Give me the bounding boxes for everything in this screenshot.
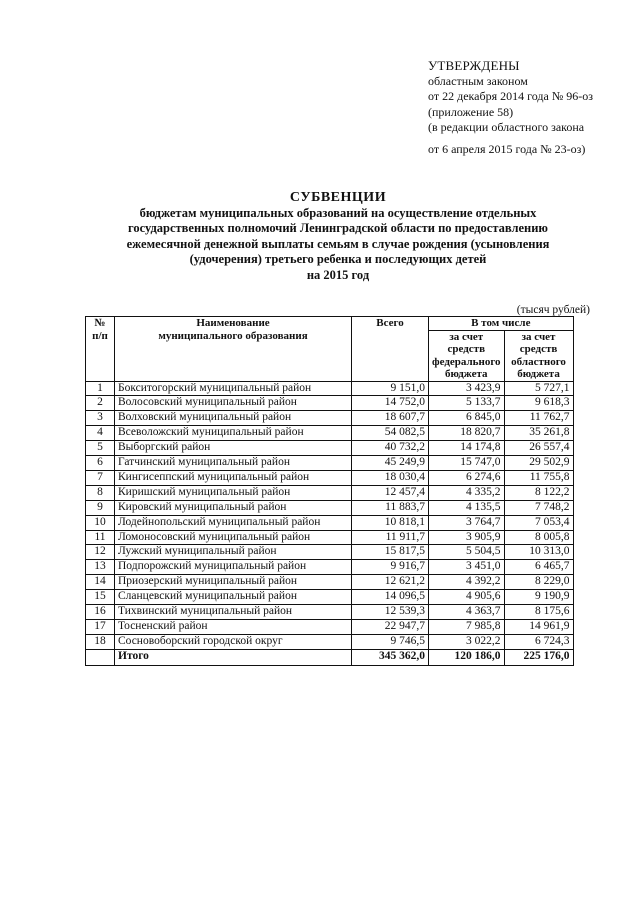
title-line-3: ежемесячной денежной выплаты семьям в случае рождения (усыновления <box>126 236 550 251</box>
row-total: 9 916,7 <box>352 560 429 575</box>
row-name: Лодейнопольский муниципальный район <box>115 515 352 530</box>
row-number: 9 <box>86 500 115 515</box>
row-federal: 4 335,2 <box>429 485 505 500</box>
row-regional: 8 229,0 <box>504 575 573 590</box>
row-federal: 18 820,7 <box>429 426 505 441</box>
table-row <box>86 396 574 411</box>
row-name: Тихвинский муниципальный район <box>115 605 352 620</box>
row-name: Лужский муниципальный район <box>115 545 352 560</box>
table-row <box>86 426 574 441</box>
row-federal: 3 764,7 <box>429 515 505 530</box>
header-num-abbr: п/п <box>92 329 108 342</box>
row-regional: 5 727,1 <box>504 381 573 396</box>
total-regional: 225 176,0 <box>504 649 573 665</box>
header-name-line-1: Наименование <box>196 317 270 329</box>
header-regional: за счет средств областного бюджета <box>504 330 573 381</box>
approval-block <box>428 58 593 157</box>
units-label: (тысяч рублей) <box>516 304 590 316</box>
total-federal: 120 186,0 <box>429 649 505 665</box>
header-name-line-2: муниципального образования <box>158 329 308 342</box>
row-federal: 6 274,6 <box>429 470 505 485</box>
row-regional: 29 502,9 <box>504 456 573 471</box>
row-regional: 8 122,2 <box>504 485 573 500</box>
row-total: 15 817,5 <box>352 545 429 560</box>
row-federal: 5 133,7 <box>429 396 505 411</box>
row-total: 14 096,5 <box>352 590 429 605</box>
row-regional: 6 724,3 <box>504 634 573 649</box>
row-number: 7 <box>86 470 115 485</box>
table-row <box>86 545 574 560</box>
row-name: Бокситогорский муниципальный район <box>115 381 352 396</box>
document-title <box>60 190 616 283</box>
table-total-row <box>86 649 574 665</box>
row-name: Подпорожский муниципальный район <box>115 560 352 575</box>
row-name: Тосненский район <box>115 620 352 635</box>
table-row <box>86 620 574 635</box>
table-row <box>86 605 574 620</box>
row-federal: 4 363,7 <box>429 605 505 620</box>
row-name: Выборгский район <box>115 441 352 456</box>
row-regional: 14 961,9 <box>504 620 573 635</box>
table-header-row <box>86 317 574 331</box>
row-name: Кировский муниципальный район <box>115 500 352 515</box>
table-row <box>86 441 574 456</box>
table-row <box>86 530 574 545</box>
table-row <box>86 634 574 649</box>
row-number: 17 <box>86 620 115 635</box>
row-number: 18 <box>86 634 115 649</box>
row-federal: 4 905,6 <box>429 590 505 605</box>
row-number: 3 <box>86 411 115 426</box>
approval-revision: (в редакции областного закона <box>428 120 585 134</box>
total-num <box>86 649 115 665</box>
approval-date: от 22 декабря 2014 года № 96-оз <box>428 89 594 103</box>
row-total: 22 947,7 <box>352 620 429 635</box>
table-body <box>86 381 574 665</box>
row-number: 5 <box>86 441 115 456</box>
row-total: 11 911,7 <box>352 530 429 545</box>
table-row <box>86 560 574 575</box>
title-line-2: государственных полномочий Ленинградской области по предоставлению <box>128 221 548 235</box>
row-total: 12 539,3 <box>352 605 429 620</box>
row-regional: 10 313,0 <box>504 545 573 560</box>
title-line-4: (удочерения) третьего ребенка и последующих детей <box>189 252 487 266</box>
row-name: Киришский муниципальный район <box>115 485 352 500</box>
table-row <box>86 381 574 396</box>
row-name: Волховский муниципальный район <box>115 411 352 426</box>
header-name <box>115 317 352 382</box>
row-total: 40 732,2 <box>352 441 429 456</box>
header-num-symbol: № <box>94 317 106 329</box>
row-name: Приозерский муниципальный район <box>115 575 352 590</box>
title-main: СУБВЕНЦИИ <box>289 190 387 205</box>
row-federal: 3 905,9 <box>429 530 505 545</box>
row-federal: 3 451,0 <box>429 560 505 575</box>
header-total: Всего <box>352 317 429 382</box>
table-row <box>86 470 574 485</box>
row-regional: 6 465,7 <box>504 560 573 575</box>
row-total: 12 621,2 <box>352 575 429 590</box>
row-total: 10 818,1 <box>352 515 429 530</box>
row-federal: 4 392,2 <box>429 575 505 590</box>
row-total: 9 151,0 <box>352 381 429 396</box>
row-number: 8 <box>86 485 115 500</box>
row-federal: 3 022,2 <box>429 634 505 649</box>
row-number: 13 <box>86 560 115 575</box>
row-name: Ломоносовский муниципальный район <box>115 530 352 545</box>
row-name: Волосовский муниципальный район <box>115 396 352 411</box>
table-row <box>86 456 574 471</box>
table-row <box>86 485 574 500</box>
row-name: Всеволожский муниципальный район <box>115 426 352 441</box>
row-total: 9 746,5 <box>352 634 429 649</box>
row-number: 11 <box>86 530 115 545</box>
row-name: Кингисеппский муниципальный район <box>115 470 352 485</box>
row-regional: 7 053,4 <box>504 515 573 530</box>
table-row <box>86 515 574 530</box>
row-federal: 4 135,5 <box>429 500 505 515</box>
subsidies-table <box>85 316 574 666</box>
total-label: Итого <box>115 649 352 665</box>
row-regional: 8 005,8 <box>504 530 573 545</box>
row-total: 11 883,7 <box>352 500 429 515</box>
row-total: 12 457,4 <box>352 485 429 500</box>
total-sum: 345 362,0 <box>352 649 429 665</box>
row-federal: 3 423,9 <box>429 381 505 396</box>
row-federal: 7 985,8 <box>429 620 505 635</box>
approval-appendix: (приложение 58) <box>428 104 514 119</box>
table-row <box>86 590 574 605</box>
row-number: 6 <box>86 456 115 471</box>
row-total: 54 082,5 <box>352 426 429 441</box>
header-group: В том числе <box>429 317 574 331</box>
row-regional: 8 175,6 <box>504 605 573 620</box>
row-regional: 11 762,7 <box>504 411 573 426</box>
row-total: 14 752,0 <box>352 396 429 411</box>
row-federal: 6 845,0 <box>429 411 505 426</box>
row-regional: 26 557,4 <box>504 441 573 456</box>
row-number: 14 <box>86 575 115 590</box>
approval-heading: УТВЕРЖДЕНЫ <box>428 58 520 73</box>
row-federal: 15 747,0 <box>429 456 505 471</box>
row-regional: 9 618,3 <box>504 396 573 411</box>
table-row <box>86 411 574 426</box>
title-line-1: бюджетам муниципальных образований на осуществление отдельных <box>139 205 537 220</box>
row-number: 16 <box>86 605 115 620</box>
row-federal: 14 174,8 <box>429 441 505 456</box>
row-regional: 35 261,8 <box>504 426 573 441</box>
row-number: 1 <box>86 381 115 396</box>
table-row <box>86 575 574 590</box>
title-line-5: на 2015 год <box>306 267 370 282</box>
approval-law: областным законом <box>428 73 528 88</box>
row-total: 18 607,7 <box>352 411 429 426</box>
row-total: 45 249,9 <box>352 456 429 471</box>
row-federal: 5 504,5 <box>429 545 505 560</box>
row-name: Сосновоборский городской округ <box>115 634 352 649</box>
row-number: 12 <box>86 545 115 560</box>
header-num <box>86 317 115 382</box>
row-total: 18 030,4 <box>352 470 429 485</box>
row-name: Сланцевский муниципальный район <box>115 590 352 605</box>
row-number: 15 <box>86 590 115 605</box>
row-name: Гатчинский муниципальный район <box>115 456 352 471</box>
approval-revision-date: от 6 апреля 2015 года № 23-оз) <box>428 141 586 156</box>
row-number: 10 <box>86 515 115 530</box>
table-row <box>86 500 574 515</box>
row-number: 2 <box>86 396 115 411</box>
row-number: 4 <box>86 426 115 441</box>
row-regional: 11 755,8 <box>504 470 573 485</box>
row-regional: 9 190,9 <box>504 590 573 605</box>
header-federal: за счет средств федерального бюджета <box>429 330 505 381</box>
row-regional: 7 748,2 <box>504 500 573 515</box>
